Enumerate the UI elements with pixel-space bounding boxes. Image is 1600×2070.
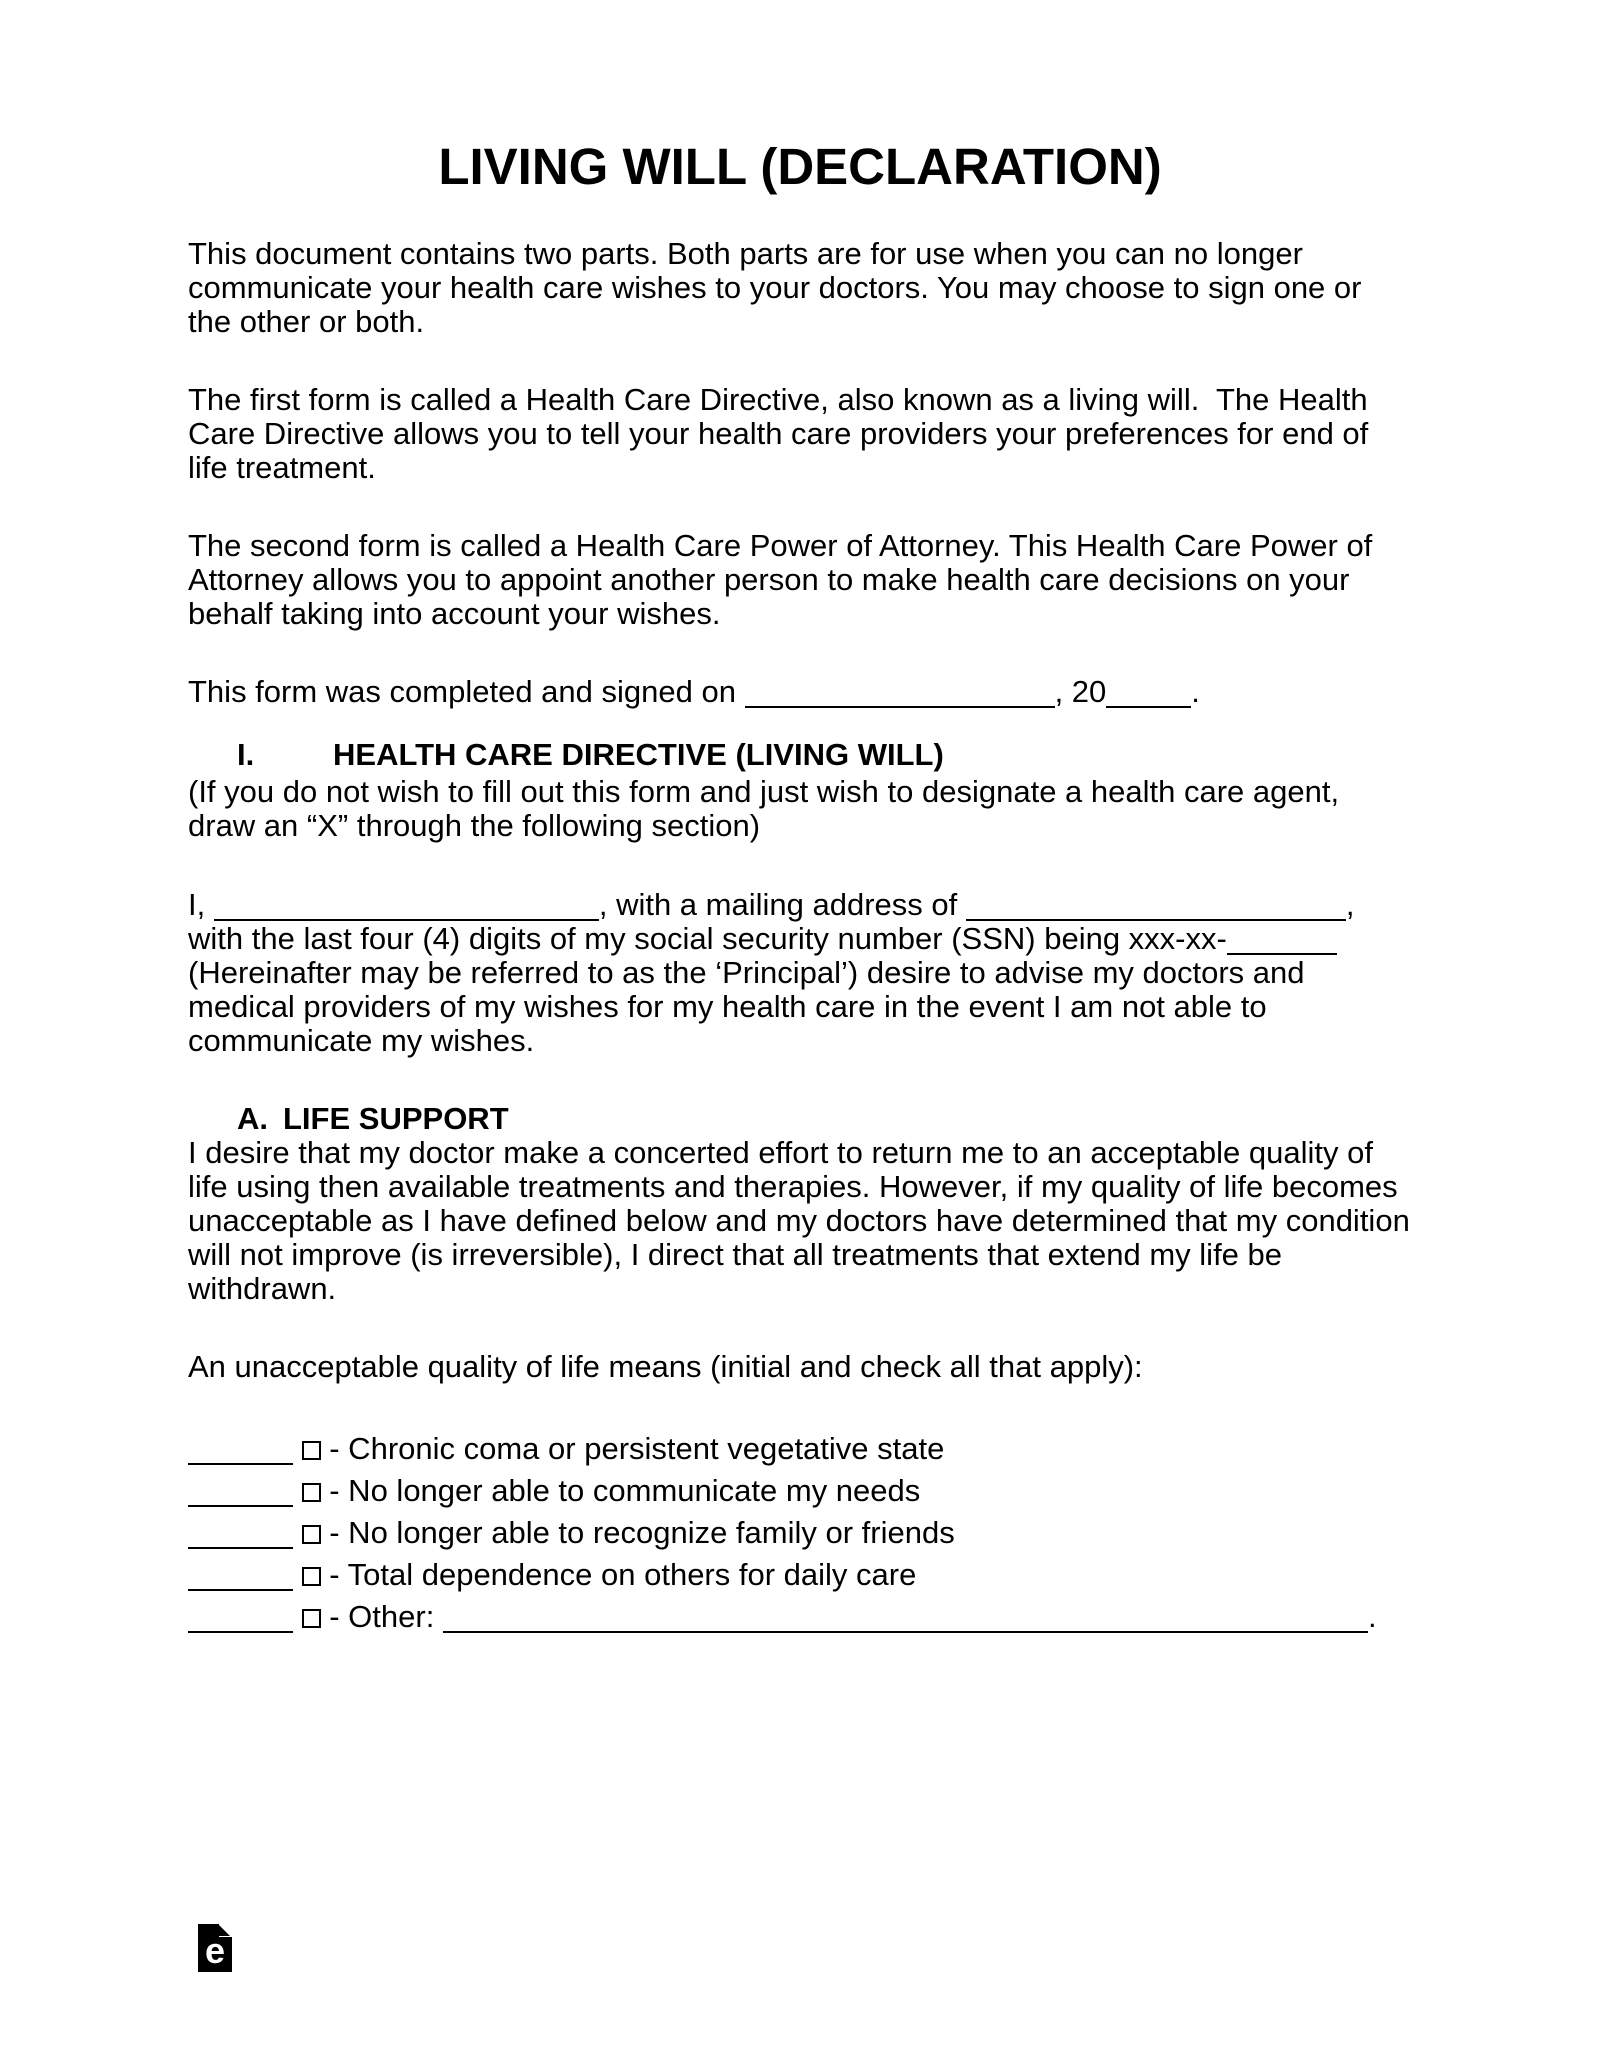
checklist-label-dependence: - Total dependence on others for daily care bbox=[329, 1557, 917, 1592]
life-support-number: A. bbox=[237, 1101, 268, 1136]
quality-of-life-prompt: An unacceptable quality of life means (initial and check all that apply): bbox=[188, 1349, 1143, 1384]
checklist-label-coma: - Chronic coma or persistent vegetative state bbox=[329, 1431, 945, 1466]
other-description-blank[interactable] bbox=[443, 1625, 1368, 1633]
intro-paragraph-1: This document contains two parts. Both parts are for use when you can no longer communicate your health care wishes to your doctors. You may choose to sign one or the other or both. bbox=[188, 236, 1362, 339]
initials-blank[interactable] bbox=[188, 1583, 293, 1591]
checkbox-coma[interactable] bbox=[302, 1441, 321, 1460]
life-support-heading-label: LIFE SUPPORT bbox=[283, 1101, 509, 1136]
checklist-other-suffix: . bbox=[1367, 1599, 1377, 1634]
principal-seg-3: , with the last four (4) digits of my social security number (SSN) being xxx-xx- bbox=[188, 887, 1355, 956]
year-blank[interactable] bbox=[1106, 700, 1191, 708]
section-1-note: (If you do not wish to fill out this form and just wish to designate a health care agent, draw an “X” through the following section) bbox=[188, 774, 1340, 843]
signed-date-mid: , 20 bbox=[1054, 674, 1107, 709]
intro-paragraph-2: The first form is called a Health Care Directive, also known as a living will. The Health Care Directive allows you to tell your health care providers your preferences for end of life treatment. bbox=[188, 382, 1369, 485]
checklist-row-other bbox=[188, 1596, 1412, 1638]
initials-blank[interactable] bbox=[188, 1457, 293, 1465]
life-support-body: I desire that my doctor make a concerted effort to return me to an acceptable quality of life using then available treatments and therapies. However, if my quality of life becomes unacceptable as I have defined below and my doctors have determined that my condition will not improve (is irreversible), I direct that all treatments that extend my life be withdrawn. bbox=[188, 1135, 1410, 1306]
principal-seg-1: I, bbox=[188, 887, 214, 922]
checklist-row-dependence bbox=[188, 1554, 1412, 1596]
checklist-row-coma bbox=[188, 1428, 1412, 1470]
page-title: LIVING WILL (DECLARATION) bbox=[438, 138, 1162, 195]
mailing-address-blank[interactable] bbox=[966, 913, 1346, 921]
life-support-heading bbox=[188, 1102, 1412, 1136]
intro-paragraph-3: The second form is called a Health Care Power of Attorney. This Health Care Power of Attorney allows you to appoint another person to make health care decisions on your behalf taking into account your wishes. bbox=[188, 528, 1373, 631]
eforms-logo bbox=[198, 1924, 232, 1972]
initials-blank[interactable] bbox=[188, 1499, 293, 1507]
checkbox-communicate[interactable] bbox=[302, 1483, 321, 1502]
signed-date-prefix: This form was completed and signed on bbox=[188, 674, 745, 709]
date-blank[interactable] bbox=[745, 700, 1055, 708]
signed-date-line bbox=[188, 675, 1412, 709]
initials-blank[interactable] bbox=[188, 1541, 293, 1549]
checklist-label-recognize: - No longer able to recognize family or friends bbox=[329, 1515, 955, 1550]
signed-date-suffix: . bbox=[1191, 674, 1200, 709]
ssn-blank[interactable] bbox=[1227, 947, 1337, 955]
section-1-number: I. bbox=[237, 737, 255, 772]
checklist-label-communicate: - No longer able to communicate my needs bbox=[329, 1473, 921, 1508]
checklist-label-other: - Other: bbox=[329, 1599, 435, 1634]
checklist-row-recognize bbox=[188, 1512, 1412, 1554]
checkbox-other[interactable] bbox=[302, 1609, 321, 1628]
quality-of-life-checklist bbox=[188, 1428, 1412, 1638]
checkbox-dependence[interactable] bbox=[302, 1567, 321, 1586]
principal-name-blank[interactable] bbox=[214, 913, 599, 921]
principal-paragraph bbox=[188, 888, 1412, 1058]
principal-seg-2: , with a mailing address of bbox=[598, 887, 966, 922]
section-1-heading bbox=[188, 738, 1412, 772]
section-1-heading-label: HEALTH CARE DIRECTIVE (LIVING WILL) bbox=[333, 737, 944, 772]
principal-seg-4: (Hereinafter may be referred to as the ‘Principal’) desire to advise my doctors and medical providers of my wishes for my health care in the event I am not able to communicate my wishes. bbox=[188, 955, 1305, 1058]
initials-blank[interactable] bbox=[188, 1625, 293, 1633]
eforms-logo-letter: e bbox=[204, 1930, 226, 1971]
checkbox-recognize[interactable] bbox=[302, 1525, 321, 1544]
checklist-row-communicate bbox=[188, 1470, 1412, 1512]
